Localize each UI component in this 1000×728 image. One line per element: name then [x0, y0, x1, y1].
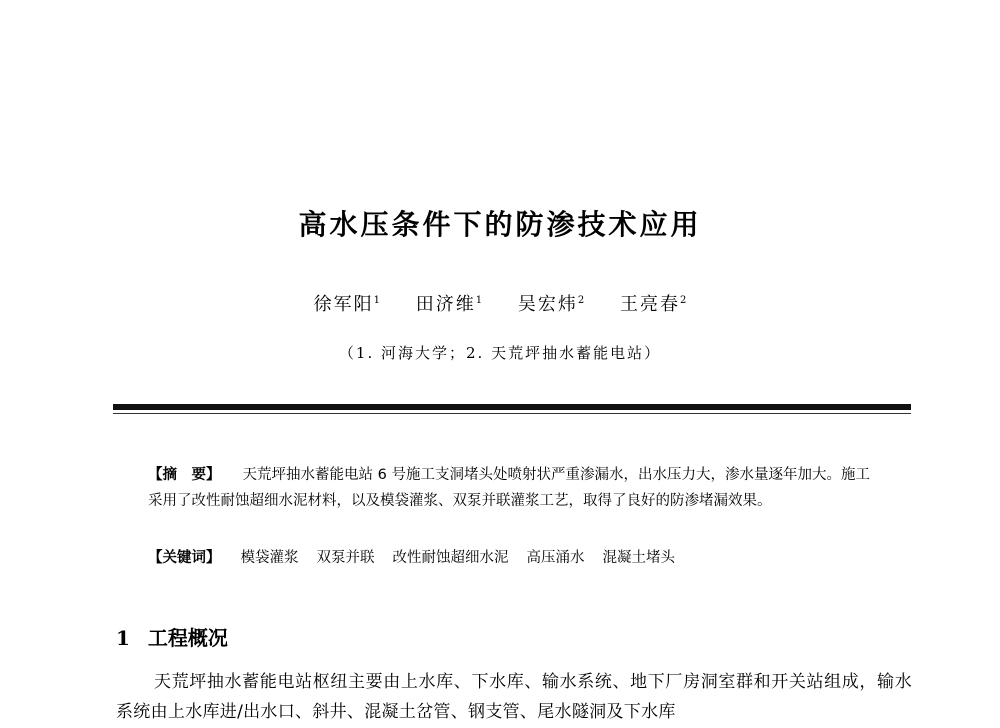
author-name: 田济维 — [415, 294, 476, 315]
keyword: 混凝土堵头 — [602, 550, 675, 566]
author-affiliation-mark: 2 — [577, 295, 585, 306]
section-heading — [116, 622, 228, 651]
author-1 — [314, 294, 380, 315]
keyword: 高压涌水 — [526, 550, 585, 566]
keyword: 模袋灌浆 — [240, 550, 299, 566]
keywords-label: 【关键词】 — [148, 550, 221, 566]
author-name: 徐军阳 — [313, 294, 374, 315]
section-title: 工程概况 — [147, 626, 228, 650]
header-rule-thick — [113, 404, 911, 410]
affiliation: （1. 河海大学；2. 天荒坪抽水蓄能电站） — [338, 344, 662, 362]
header-rule-thin — [113, 413, 911, 414]
paper-title: 高水压条件下的防渗技术应用 — [298, 208, 702, 241]
author-list — [0, 290, 1000, 316]
abstract-label: 【摘 要】 — [148, 467, 221, 483]
author-affiliation-mark: 2 — [679, 295, 687, 306]
author-4 — [620, 294, 686, 315]
keywords — [148, 545, 876, 571]
author-name: 吴宏炜 — [517, 294, 578, 315]
body-paragraph: 天荒坪抽水蓄能电站枢纽主要由上水库、下水库、输水系统、地下厂房洞室群和开关站组成，输水系统由上水库进/出水口、斜井、混凝土岔管、钢支管、尾水隧洞及下水库 — [116, 672, 912, 722]
author-3 — [518, 294, 584, 315]
author-2 — [416, 294, 482, 315]
keyword: 双泵并联 — [316, 550, 375, 566]
author-name: 王亮春 — [619, 294, 680, 315]
author-affiliation-mark: 1 — [373, 295, 381, 306]
abstract — [148, 462, 876, 514]
keyword: 改性耐蚀超细水泥 — [392, 550, 509, 566]
abstract-text: 天荒坪抽水蓄能电站 6 号施工支洞堵头处喷射状严重渗漏水，出水压力大，渗水量逐年加大。施工采用了改性耐蚀超细水泥材料，以及模袋灌浆、双泵并联灌浆工艺，取得了良好的防渗堵漏效果。 — [148, 467, 870, 509]
section-number: 1 — [116, 626, 130, 650]
author-affiliation-mark: 1 — [475, 295, 483, 306]
